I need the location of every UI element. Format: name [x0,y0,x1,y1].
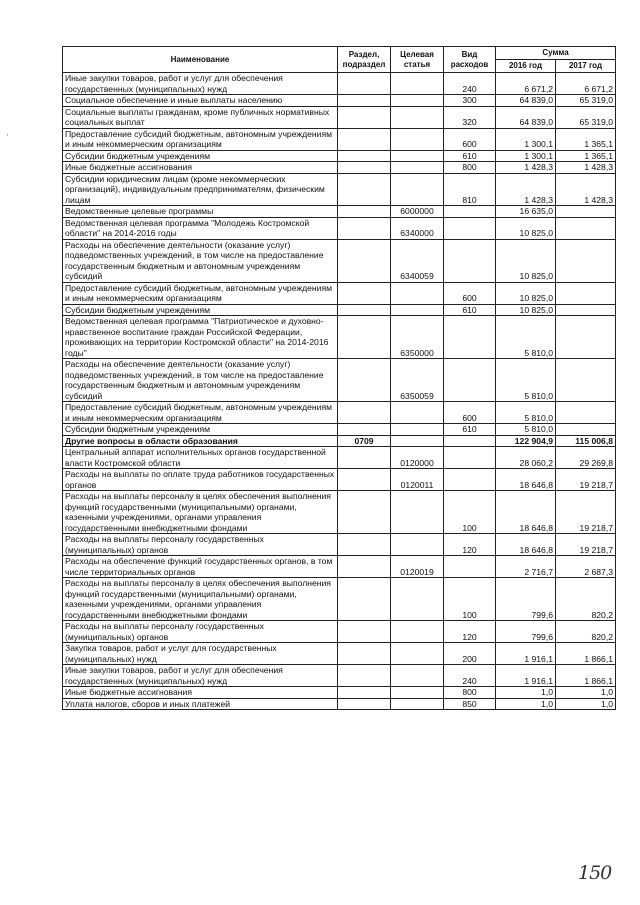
table-row [63,698,616,710]
row-name-cell: Иные закупки товаров, работ и услуг для обеспечения государственных (муниципальных) нужд [63,665,338,687]
table-row [63,621,616,643]
table-row [63,447,616,469]
row-sum-2016-cell: 16 635,0 [496,206,556,218]
row-section-cell [338,95,391,107]
row-sum-2017-cell [556,217,616,239]
row-kind-cell: 300 [444,95,496,107]
row-kind-cell: 120 [444,534,496,556]
row-name-cell: Субсидии бюджетным учреждениям [63,424,338,436]
table-row [63,435,616,447]
row-section-cell [338,578,391,621]
header-kind: Вид расходов [444,47,496,73]
table-row [63,424,616,436]
row-sum-2016-cell: 1,0 [496,698,556,710]
row-name-cell: Социальное обеспечение и иные выплаты населению [63,95,338,107]
row-sum-2016-cell: 10 825,0 [496,304,556,316]
row-sum-2017-cell [556,282,616,304]
page-number: 150 [578,862,612,884]
header-section: Раздел, подраздел [338,47,391,73]
row-target-cell: 0120000 [391,447,444,469]
row-kind-cell: 610 [444,424,496,436]
row-section-cell [338,665,391,687]
row-sum-2016-cell: 6 671,2 [496,73,556,95]
row-kind-cell: 240 [444,73,496,95]
row-section-cell [338,282,391,304]
row-section-cell [338,316,391,359]
row-target-cell [391,621,444,643]
row-target-cell: 6350059 [391,359,444,402]
row-section-cell [338,217,391,239]
row-sum-2016-cell: 18 646,8 [496,491,556,534]
row-sum-2016-cell: 5 810,0 [496,424,556,436]
table-row [63,239,616,282]
row-section-cell: 0709 [338,435,391,447]
row-sum-2016-cell: 122 904,9 [496,435,556,447]
row-kind-cell: 200 [444,643,496,665]
row-target-cell [391,643,444,665]
table-row [63,206,616,218]
row-sum-2017-cell [556,304,616,316]
row-kind-cell [444,359,496,402]
row-sum-2017-cell [556,206,616,218]
row-sum-2017-cell: 6 671,2 [556,73,616,95]
row-name-cell: Иные бюджетные ассигнования [63,162,338,174]
header-year-2016: 2016 год [496,60,556,73]
row-name-cell: Иные закупки товаров, работ и услуг для обеспечения государственных (муниципальных) нужд [63,73,338,95]
row-name-cell: Ведомственные целевые программы [63,206,338,218]
row-sum-2017-cell: 820,2 [556,578,616,621]
header-sum: Сумма [496,47,616,60]
row-kind-cell: 100 [444,491,496,534]
row-name-cell: Другие вопросы в области образования [63,435,338,447]
row-name-cell: Расходы на выплаты персоналу в целях обеспечения выполнения функций государственными (муниципальными) органами, казенными учреждениями, органами управления государственными внебюджетными фондами [63,578,338,621]
row-kind-cell: 800 [444,162,496,174]
row-target-cell [391,173,444,206]
row-target-cell [391,73,444,95]
row-sum-2016-cell: 18 646,8 [496,469,556,491]
table-row [63,687,616,699]
row-sum-2016-cell: 5 810,0 [496,402,556,424]
row-sum-2016-cell: 1 916,1 [496,665,556,687]
table-row [63,106,616,128]
row-name-cell: Расходы на выплаты персоналу государственных (муниципальных) органов [63,534,338,556]
row-section-cell [338,304,391,316]
row-name-cell: Субсидии бюджетным учреждениям [63,304,338,316]
row-sum-2017-cell: 65 319,0 [556,95,616,107]
budget-table [62,46,616,710]
header-target: Целевая статья [391,47,444,73]
row-section-cell [338,173,391,206]
row-name-cell: Предоставление субсидий бюджетным, автономным учреждениям и иным некоммерческим организациям [63,402,338,424]
row-kind-cell: 600 [444,128,496,150]
row-target-cell [391,106,444,128]
row-sum-2017-cell: 1 866,1 [556,643,616,665]
row-target-cell [391,162,444,174]
row-sum-2017-cell: 1 365,1 [556,128,616,150]
row-kind-cell: 600 [444,402,496,424]
row-sum-2017-cell: 29 269,8 [556,447,616,469]
table-header [63,47,616,73]
row-kind-cell: 850 [444,698,496,710]
row-sum-2016-cell: 1 916,1 [496,643,556,665]
row-target-cell: 6340059 [391,239,444,282]
row-sum-2017-cell: 115 006,8 [556,435,616,447]
table-row [63,665,616,687]
row-sum-2017-cell: 1 866,1 [556,665,616,687]
row-name-cell: Расходы на обеспечение функций государственных органов, в том числе территориальных органов [63,556,338,578]
row-kind-cell: 610 [444,304,496,316]
row-name-cell: Субсидии юридическим лицам (кроме некоммерческих организаций), индивидуальным предпринимателям, физическим лицам [63,173,338,206]
table-row [63,469,616,491]
row-sum-2017-cell [556,424,616,436]
row-section-cell [338,687,391,699]
row-sum-2016-cell: 2 716,7 [496,556,556,578]
row-sum-2017-cell: 1 428,3 [556,173,616,206]
row-target-cell [391,491,444,534]
row-name-cell: Расходы на обеспечение деятельности (оказание услуг) подведомственных учреждений, в том числе на предоставление государственным бюджетным и автономным учреждениям субсидий [63,359,338,402]
table-row [63,402,616,424]
row-target-cell [391,698,444,710]
row-target-cell [391,150,444,162]
row-section-cell [338,128,391,150]
row-kind-cell [444,217,496,239]
row-target-cell [391,687,444,699]
row-kind-cell: 240 [444,665,496,687]
row-target-cell [391,435,444,447]
row-section-cell [338,206,391,218]
table-row [63,534,616,556]
table-row [63,304,616,316]
row-kind-cell [444,239,496,282]
row-sum-2016-cell: 10 825,0 [496,239,556,282]
row-name-cell: Расходы на выплаты персоналу государственных (муниципальных) органов [63,621,338,643]
row-kind-cell: 810 [444,173,496,206]
row-kind-cell [444,435,496,447]
row-sum-2016-cell: 799,6 [496,578,556,621]
row-section-cell [338,447,391,469]
row-section-cell [338,643,391,665]
row-section-cell [338,469,391,491]
row-section-cell [338,534,391,556]
row-target-cell [391,402,444,424]
row-target-cell: 6350000 [391,316,444,359]
table-row [63,282,616,304]
row-section-cell [338,698,391,710]
table-row [63,217,616,239]
row-name-cell: Закупка товаров, работ и услуг для государственных (муниципальных) нужд [63,643,338,665]
row-sum-2017-cell: 2 687,3 [556,556,616,578]
table-row [63,162,616,174]
row-kind-cell [444,316,496,359]
row-kind-cell [444,469,496,491]
table-body [63,73,616,710]
row-sum-2016-cell: 18 646,8 [496,534,556,556]
table-row [63,173,616,206]
table-row [63,556,616,578]
row-sum-2016-cell: 1 428,3 [496,162,556,174]
row-name-cell: Центральный аппарат исполнительных органов государственной власти Костромской области [63,447,338,469]
row-sum-2017-cell: 1 428,3 [556,162,616,174]
header-year-2017: 2017 год [556,60,616,73]
row-sum-2016-cell: 1 300,1 [496,128,556,150]
row-section-cell [338,73,391,95]
row-kind-cell: 610 [444,150,496,162]
row-kind-cell [444,206,496,218]
row-sum-2016-cell: 1 300,1 [496,150,556,162]
row-section-cell [338,491,391,534]
row-section-cell [338,424,391,436]
row-kind-cell: 120 [444,621,496,643]
row-target-cell [391,128,444,150]
row-target-cell [391,665,444,687]
row-target-cell [391,282,444,304]
row-sum-2016-cell: 10 825,0 [496,282,556,304]
table-row [63,643,616,665]
row-sum-2017-cell: 1 365,1 [556,150,616,162]
row-target-cell [391,424,444,436]
row-sum-2017-cell [556,316,616,359]
row-sum-2017-cell [556,359,616,402]
row-sum-2017-cell [556,239,616,282]
row-target-cell: 6000000 [391,206,444,218]
row-sum-2016-cell: 1 428,3 [496,173,556,206]
row-name-cell: Ведомственная целевая программа "Патриотическое и духовно-нравственное воспитание граждан Российской Федерации, проживающих на территории Костромской области" на 2014-2016 годы" [63,316,338,359]
table-row [63,73,616,95]
table-row [63,95,616,107]
row-sum-2017-cell: 19 218,7 [556,491,616,534]
row-sum-2017-cell: 1,0 [556,698,616,710]
row-name-cell: Социальные выплаты гражданам, кроме публичных нормативных социальных выплат [63,106,338,128]
row-sum-2017-cell: 1,0 [556,687,616,699]
row-section-cell [338,150,391,162]
row-sum-2017-cell: 19 218,7 [556,469,616,491]
row-section-cell [338,402,391,424]
row-name-cell: Расходы на обеспечение деятельности (оказание услуг) подведомственных учреждений, в том числе на предоставление государственным бюджетным и автономным учреждениям субсидий [63,239,338,282]
row-sum-2017-cell: 19 218,7 [556,534,616,556]
row-sum-2016-cell: 5 810,0 [496,316,556,359]
row-target-cell [391,578,444,621]
table-row [63,150,616,162]
scan-speck: , [6,128,9,138]
row-target-cell: 0120011 [391,469,444,491]
table-row [63,578,616,621]
header-name: Наименование [63,47,338,73]
row-section-cell [338,359,391,402]
table-row [63,359,616,402]
row-section-cell [338,162,391,174]
row-kind-cell [444,447,496,469]
row-sum-2016-cell: 64 839,0 [496,106,556,128]
row-section-cell [338,239,391,282]
row-kind-cell: 800 [444,687,496,699]
row-kind-cell: 600 [444,282,496,304]
row-target-cell [391,534,444,556]
row-name-cell: Предоставление субсидий бюджетным, автономным учреждениям и иным некоммерческим организациям [63,282,338,304]
row-sum-2016-cell: 1,0 [496,687,556,699]
row-kind-cell: 100 [444,578,496,621]
table-row [63,316,616,359]
table-row [63,491,616,534]
row-name-cell: Предоставление субсидий бюджетным, автономным учреждениям и иным некоммерческим организациям [63,128,338,150]
row-sum-2017-cell: 65 319,0 [556,106,616,128]
row-sum-2016-cell: 799,6 [496,621,556,643]
row-section-cell [338,621,391,643]
row-kind-cell [444,556,496,578]
row-section-cell [338,556,391,578]
row-sum-2016-cell: 64 839,0 [496,95,556,107]
row-target-cell [391,304,444,316]
row-name-cell: Расходы на выплаты персоналу в целях обеспечения выполнения функций государственными (муниципальными) органами, казенными учреждениями, органами управления государственными внебюджетными фондами [63,491,338,534]
row-kind-cell: 320 [444,106,496,128]
row-target-cell: 6340000 [391,217,444,239]
row-section-cell [338,106,391,128]
table-row [63,128,616,150]
row-name-cell: Расходы на выплаты по оплате труда работников государственных органов [63,469,338,491]
row-sum-2016-cell: 5 810,0 [496,359,556,402]
row-name-cell: Ведомственная целевая программа "Молодежь Костромской области" на 2014-2016 годы [63,217,338,239]
row-sum-2016-cell: 28 060,2 [496,447,556,469]
row-target-cell: 0120019 [391,556,444,578]
row-name-cell: Уплата налогов, сборов и иных платежей [63,698,338,710]
row-name-cell: Субсидии бюджетным учреждениям [63,150,338,162]
row-target-cell [391,95,444,107]
row-sum-2017-cell: 820,2 [556,621,616,643]
row-sum-2017-cell [556,402,616,424]
row-sum-2016-cell: 10 825,0 [496,217,556,239]
row-name-cell: Иные бюджетные ассигнования [63,687,338,699]
